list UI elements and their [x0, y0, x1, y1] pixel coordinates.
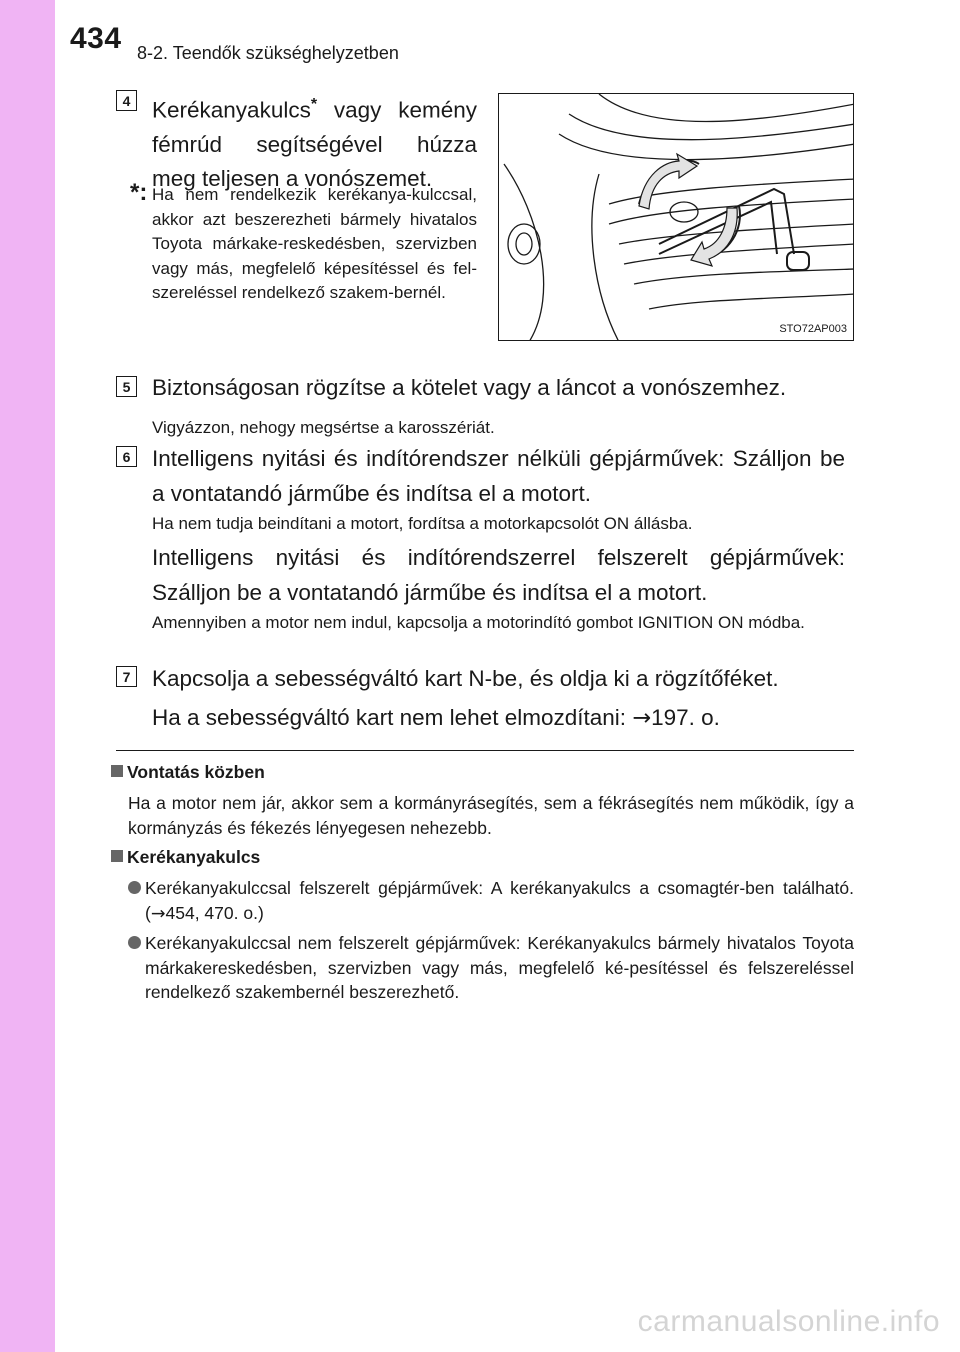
- step-4-line-1: Kerékanyakulcs: [152, 97, 311, 123]
- section-body-towing: Ha a motor nem jár, akkor sem a kormányrásegítés, sem a fékrásegítés nem működik, így a kormányzás és fékezés lényegesen nehezebb.: [128, 793, 854, 838]
- step-5-note: Vigyázzon, nehogy megsértse a karosszériát.: [152, 418, 495, 437]
- page-number: 434: [70, 22, 122, 55]
- step-6-text-2: Intelligens nyitási és indítórendszerrel felszerelt gépjárművek: Szálljon be a vontatandó járműbe és indítsa el a motort.: [152, 545, 845, 605]
- step-number-4: 4: [116, 90, 137, 111]
- page-reference-arrow: →: [150, 903, 166, 924]
- step-number-7: 7: [116, 666, 137, 687]
- list-item: Kerékanyakulccsal felszerelt gépjárművek: A kerékanyakulcs a csomagtér-ben található. (→454, 470. o.): [128, 876, 854, 926]
- chapter-sidebar-tab: [0, 0, 55, 1352]
- circle-bullet-icon: [128, 936, 141, 949]
- circle-bullet-icon: [128, 881, 141, 894]
- section-heading-towing: Vontatás közben: [111, 762, 265, 783]
- footnote-text: Ha nem rendelkezik kerékanya-kulccsal, akkor azt beszerezheti bármely hivatalos Toyota márkake-reskedésben, szervizben vagy más, megfelelő képesítéssel és fel-szereléssel rendelkező szakem-bernél.: [152, 185, 477, 302]
- watermark: carmanualsonline.info: [637, 1305, 940, 1338]
- footnote-marker: *:: [130, 179, 148, 206]
- footnote: [130, 179, 477, 306]
- step-6-text: Intelligens nyitási és indítórendszer nélküli gépjárművek: Szálljon be a vontatandó járműbe és indítsa el a motort.: [152, 446, 845, 506]
- square-bullet-icon: [111, 765, 123, 777]
- step-6-note-2: Amennyiben a motor nem indul, kapcsolja a motorindító gombot IGNITION ON módba.: [152, 613, 805, 632]
- step-4-line-2: fémrúd segítségével húzza: [152, 131, 477, 157]
- chapter-title: 8-2. Teendők szükséghelyzetben: [137, 43, 399, 63]
- section-divider: [116, 750, 854, 751]
- page-reference-arrow: →: [632, 705, 652, 731]
- step-4-line-3: meg teljesen a vonószemet.: [152, 165, 433, 191]
- figure-code: STO72AP003: [779, 323, 847, 335]
- step-7-text-2: Ha a sebességváltó kart nem lehet elmozdítani: →197. o.: [152, 705, 720, 731]
- step-5-text: Biztonságosan rögzítse a kötelet vagy a láncot a vonószemhez.: [152, 375, 787, 400]
- square-bullet-icon: [111, 850, 123, 862]
- page-reference: 197. o.: [651, 705, 720, 730]
- wrench-tow-eye-drawing: [499, 94, 854, 341]
- tow-eye-illustration: [498, 93, 854, 341]
- step-number-5: 5: [116, 376, 137, 397]
- step-4-line-1-end: vagy kemény: [317, 97, 477, 123]
- step-4-text: [152, 88, 477, 196]
- step-number-6: 6: [116, 446, 137, 467]
- list-item: Kerékanyakulccsal nem felszerelt gépjárművek: Kerékanyakulcs bármely hivatalos Toyota márkakereskedésben, szervizben vagy más, megfelelő ké-pesítéssel és felszereléssel rendelkező szakembernél beszerezhető.: [128, 931, 854, 1005]
- step-6-note: Ha nem tudja beindítani a motort, fordítsa a motorkapcsolót ON állásba.: [152, 514, 693, 533]
- section-heading-wheel-wrench: Kerékanyakulcs: [111, 847, 260, 868]
- step-7-text: Kapcsolja a sebességváltó kart N-be, és oldja ki a rögzítőféket.: [152, 666, 779, 691]
- footnote-reference: *: [310, 96, 318, 113]
